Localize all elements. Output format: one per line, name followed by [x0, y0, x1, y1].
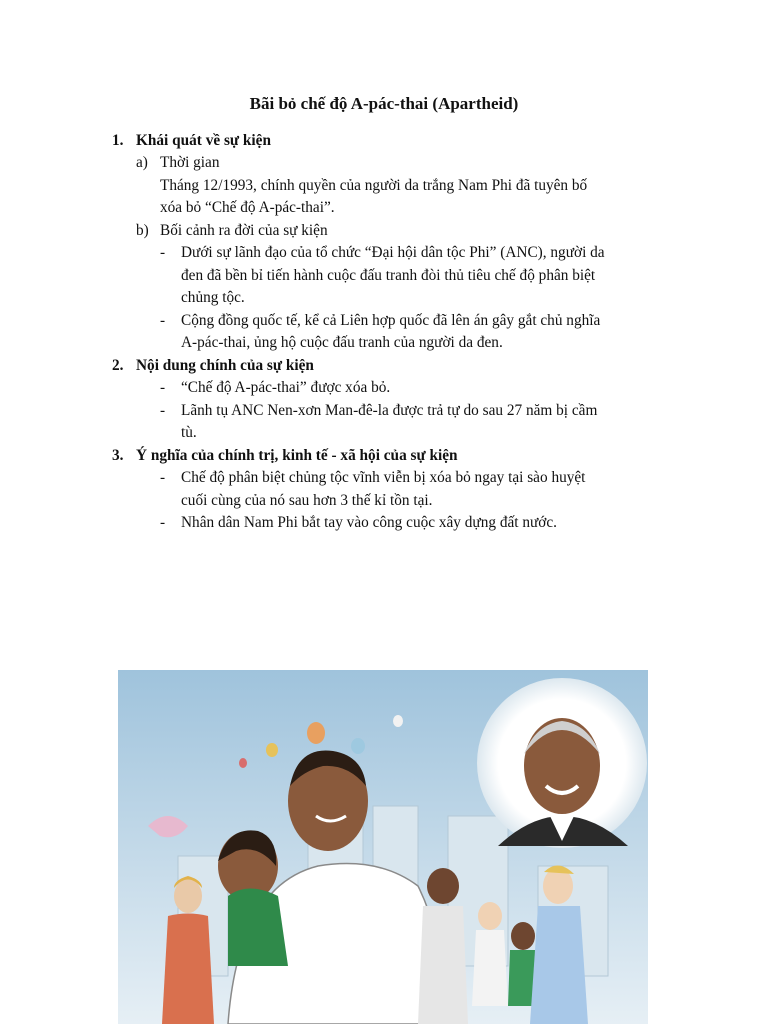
- item-a-marker: a): [136, 154, 148, 171]
- celebration-illustration: [118, 666, 648, 1024]
- bullet-dash: -: [160, 312, 166, 329]
- item-b-label: Bối cảnh ra đời của sự kiện: [160, 222, 328, 239]
- bullet-dash: -: [160, 402, 166, 419]
- bullet-dash: -: [160, 379, 166, 396]
- bullet-dash: -: [160, 469, 166, 486]
- bullet-text-line: tù.: [181, 424, 197, 441]
- bullet-text-line: đen đã bền bỉ tiến hành cuộc đấu tranh đòi thủ tiêu chế độ phân biệt: [181, 267, 596, 284]
- item-a-text-line: xóa bỏ “Chế độ A-pác-thai”.: [160, 199, 335, 216]
- bullet-dash: -: [160, 244, 166, 261]
- section-3-heading: Ý nghĩa của chính trị, kinh tế - xã hội của sự kiện: [136, 447, 458, 464]
- item-b-marker: b): [136, 222, 149, 239]
- section-1-heading: Khái quát về sự kiện: [136, 132, 271, 149]
- item-a-label: Thời gian: [160, 154, 220, 171]
- section-1-number: 1.: [112, 132, 124, 149]
- bullet-text-line: Dưới sự lãnh đạo của tổ chức “Đại hội dân tộc Phi” (ANC), người da: [181, 244, 605, 261]
- bullet-text-line: Nhân dân Nam Phi bắt tay vào công cuộc xây dựng đất nước.: [181, 514, 557, 531]
- document-title: Bãi bỏ chế độ A-pác-thai (Apartheid): [249, 94, 519, 113]
- bullet-dash: -: [160, 514, 166, 531]
- section-2-number: 2.: [112, 357, 124, 374]
- bullet-text-line: Chế độ phân biệt chủng tộc vĩnh viễn bị xóa bỏ ngay tại sào huyệt: [181, 469, 586, 486]
- bullet-text-line: Lãnh tụ ANC Nen-xơn Man-đê-la được trả tự do sau 27 năm bị cầm: [181, 402, 598, 419]
- section-3-number: 3.: [112, 447, 124, 464]
- bullet-text-line: chủng tộc.: [181, 289, 245, 306]
- leader-portrait: [477, 678, 647, 848]
- section-2-heading: Nội dung chính của sự kiện: [136, 357, 314, 374]
- bullet-text-line: A-pác-thai, ủng hộ cuộc đấu tranh của người da đen.: [181, 334, 503, 351]
- bullet-text-line: cuối cùng của nó sau hơn 3 thế kỉ tồn tại.: [181, 492, 433, 509]
- item-a-text-line: Tháng 12/1993, chính quyền của người da trắng Nam Phi đã tuyên bố: [160, 177, 588, 194]
- bullet-text-line: “Chế độ A-pác-thai” được xóa bỏ.: [181, 379, 391, 396]
- bullet-text-line: Cộng đồng quốc tế, kể cả Liên hợp quốc đã lên án gây gắt chủ nghĩa: [181, 312, 601, 329]
